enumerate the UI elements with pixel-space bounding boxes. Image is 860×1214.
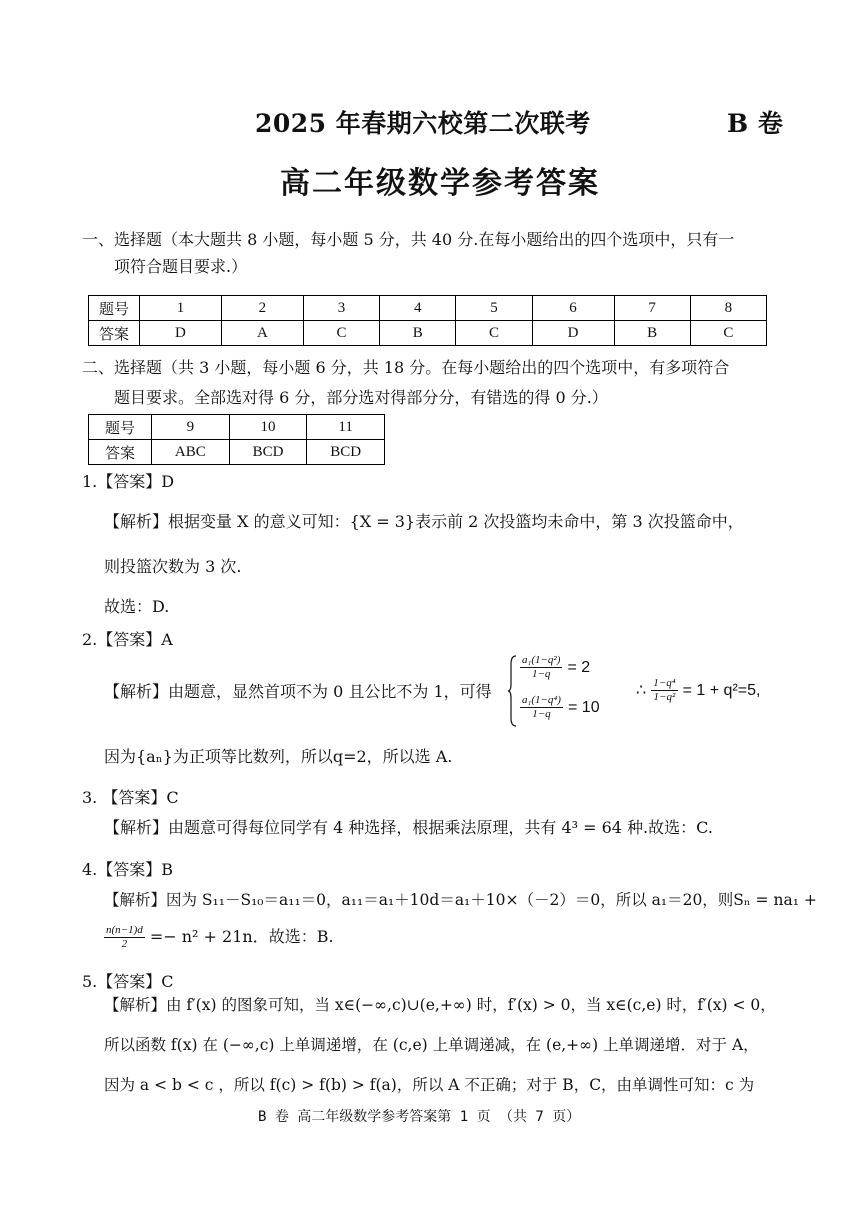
q1-analysis-line2: 则投篮次数为 3 次. (104, 557, 242, 576)
q2-answer: 2.【答案】A (82, 630, 173, 649)
table-cell: 7 (614, 296, 690, 321)
row-label: 答案 (89, 440, 152, 465)
row-label: 题号 (89, 296, 140, 321)
equation-system: $\frac{\text{a₁(1−q²)}}{1-q}$ = 2 $\frac{\text{a₁(1−q⁴)}}{1-q}$ = 10 (508, 654, 620, 728)
q1-choose: 故选：D. (104, 597, 170, 616)
table-cell: BCD (229, 440, 307, 465)
table-cell: C (456, 321, 532, 346)
table-cell: D (532, 321, 614, 346)
page-footer: B 卷 高二年级数学参考答案第 1 页 （共 7 页） (258, 1109, 581, 1125)
row-label: 题号 (89, 415, 152, 440)
brace-icon (508, 654, 518, 728)
table-cell: C (690, 321, 766, 346)
sum-fraction: $\frac{n(n-1)d}{2}$ (106, 924, 143, 950)
table-row (89, 415, 385, 440)
table-cell: 8 (690, 296, 766, 321)
q3-analysis: 【解析】由题意可得每位同学有 4 种选择，根据乘法原理，共有 4³ = 64 种.故选：C. (104, 818, 713, 837)
q2-analysis-line2: 因为{aₙ}为正项等比数列，所以q=2，所以选 A. (104, 747, 453, 766)
table-row (89, 440, 385, 465)
table-cell: A (221, 321, 303, 346)
table-cell: 6 (532, 296, 614, 321)
table-cell: 9 (152, 415, 230, 440)
table-cell: ABC (152, 440, 230, 465)
table-cell: 11 (307, 415, 385, 440)
table-cell: D (140, 321, 222, 346)
equation-fraction: $\frac{\text{a₁(1−q⁴)}}{1-q}$ (522, 694, 561, 720)
answer-table-2 (88, 414, 385, 465)
section1-instructions-line1: 一、选择题（本大题共 8 小题，每小题 5 分，共 40 分.在每小题给出的四个选项中，只有一 (82, 230, 735, 249)
section2-instructions-line2: 题目要求。全部选对得 6 分，部分选对得部分分，有错选的得 0 分.） (114, 388, 608, 407)
q4-analysis-line2: $\frac{n(n-1)d}{2}$ =− n² + 21n．故选：B. (106, 924, 334, 950)
table-cell: 2 (221, 296, 303, 321)
q1-analysis-line1: 【解析】根据变量 X 的意义可知：{X = 3}表示前 2 次投篮均未命中，第 3 次投篮命中， (104, 512, 744, 531)
q4-answer: 4.【答案】B (82, 860, 174, 879)
q1-answer: 1.【答案】D (82, 472, 175, 491)
q4-analysis-line1: 【解析】因为 S₁₁－S₁₀＝a₁₁＝0，a₁₁＝a₁＋10d＝a₁＋10×（－2）＝0，所以 a₁＝20，则Sₙ = na₁ + (104, 891, 817, 909)
table-cell: B (380, 321, 456, 346)
table-cell: 10 (229, 415, 307, 440)
section1-instructions-line2: 项符合题目要求.） (114, 257, 248, 276)
table-cell: 3 (303, 296, 379, 321)
table-cell: 5 (456, 296, 532, 321)
table-cell: BCD (307, 440, 385, 465)
q3-answer: 3. 【答案】C (82, 788, 179, 807)
table-row (89, 296, 767, 321)
exam-title: 2025 年春期六校第二次联考 (255, 109, 591, 138)
ratio-fraction: $\frac{\text{1−q⁴}}{\text{1−q²}}$ (653, 677, 676, 703)
q2-analysis-pre: 【解析】由题意，显然首项不为 0 且公比不为 1，可得 (104, 682, 492, 701)
q5-analysis-line3: 因为 a < b < c ，所以 f(c) > f(b) > f(a)，所以 A 不正确；对于 B，C，由单调性可知：c 为 (104, 1076, 755, 1094)
table-row (89, 321, 767, 346)
q2-ratio: ∴ $\frac{\text{1−q⁴}}{\text{1−q²}}$ = 1 + q²=5, (636, 677, 761, 703)
exam-version: B 卷 (727, 109, 784, 138)
table-cell: 1 (140, 296, 222, 321)
q5-analysis-line2: 所以函数 f(x) 在 (−∞,c) 上单调递增，在 (c,e) 上单调递减，在 (e,+∞) 上单调递增．对于 A， (104, 1036, 759, 1054)
table-cell: 4 (380, 296, 456, 321)
section2-instructions-line1: 二、选择题（共 3 小题，每小题 6 分，共 18 分。在每小题给出的四个选项中，有多项符合 (82, 358, 730, 377)
page-title: 高二年级数学参考答案 (280, 166, 600, 201)
answer-table-1 (88, 295, 767, 346)
q5-answer: 5.【答案】C (82, 972, 174, 991)
q5-analysis-line1: 【解析】由 f′(x) 的图象可知，当 x∈(−∞,c)∪(e,+∞) 时，f′(x) > 0，当 x∈(c,e) 时，f′(x) < 0， (104, 996, 776, 1014)
row-label: 答案 (89, 321, 140, 346)
table-cell: B (614, 321, 690, 346)
table-cell: C (303, 321, 379, 346)
equation-fraction: $\frac{\text{a₁(1−q²)}}{1-q}$ (522, 654, 561, 680)
